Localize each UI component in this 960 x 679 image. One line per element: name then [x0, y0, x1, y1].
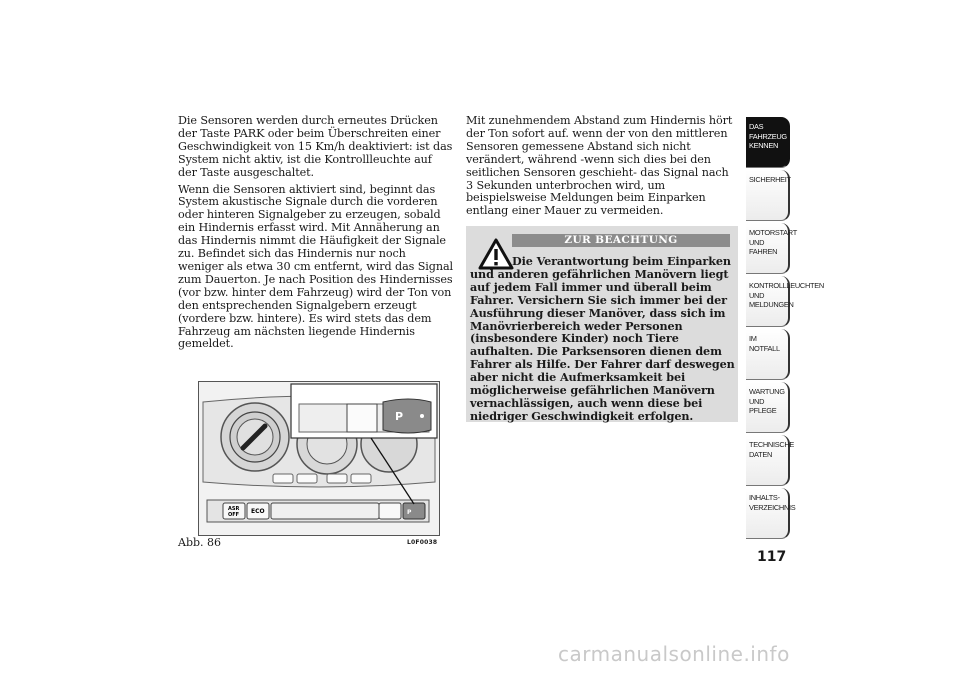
paragraph: Mit zunehmendem Abstand zum Hindernis hört der Ton sofort auf. wenn der von den mittleren Sensoren gemessene Abstand sich nicht verändert, während -wenn sich dies bei den seitlichen Sensoren geschieht- das Signal nach 3 Sekunden unterbrochen wird, um beispielsweise Meldungen beim Einparken entlang einer Mauer zu vermeiden. [466, 114, 733, 218]
right-text-column [466, 115, 738, 222]
tab-wartung-und-pflege[interactable]: WARTUNG UND PFLEGE [746, 382, 790, 433]
page-number: 117 [757, 549, 787, 565]
tab-sicherheit[interactable]: SICHERHEIT [746, 170, 790, 221]
warning-text: Die Verantwortung beim Einparken und anderen gefährlichen Manövern liegt auf jedem Fall immer und überall beim Fahrer. Versichern Sie sich immer bei der Ausführung dieser Manöver, dass sich im Manövrierbereich weder Personen (insbesondere Kinder) noch Tiere aufhalten. Die Parksensoren dienen dem Fahrer als Hilfe. Der Fahrer darf deswegen aber nicht die Aufmerksamkeit bei möglicherweise gefährlichen Manövern vernachlässigen, auch wenn diese bei niedriger Geschwindigkeit erfolgen. [470, 254, 735, 423]
tab-motorstart-und-fahren[interactable]: MOTORSTART UND FAHREN [746, 223, 790, 274]
park-label: P [395, 410, 404, 423]
watermark: carmanualsonline.info [558, 642, 790, 666]
tab-inhaltsverzeichnis[interactable]: INHALTS-VERZEICHNIS [746, 488, 790, 539]
left-text-column [178, 115, 453, 355]
tab-kontrollleuchten[interactable]: KONTROLLLEUCHTEN UND MELDUNGEN [746, 276, 790, 327]
tab-das-fahrzeug-kennen[interactable]: DAS FAHRZEUG KENNEN [746, 117, 790, 168]
warning-box [466, 226, 738, 422]
figure-caption: Abb. 86 [178, 536, 222, 549]
chapter-tabs [746, 117, 824, 541]
tab-im-notfall[interactable]: IM NOTFALL [746, 329, 790, 380]
off-label: OFF [228, 512, 240, 518]
dashboard-drawing [199, 382, 439, 535]
figure-code: L0F0038 [407, 539, 438, 546]
asr-label: ASR [228, 506, 240, 512]
dashboard-illustration [198, 381, 440, 536]
eco-label: ECO [251, 508, 265, 515]
paragraph: Wenn die Sensoren aktiviert sind, beginnt das System akustische Signale durch die vorderen oder hinteren Signalgeber zu erzeugen, sobald ein Hindernis erfasst wird. Mit Annäherung an das Hindernis nimmt die Häufigkeit der Signale zu. Befindet sich das Hindernis nur noch weniger als etwa 30 cm entfernt, wird das Signal zum Dauerton. Je nach Position des Hindernisses (vor bzw. hinter dem Fahrzeug) wird der Ton von den entsprechenden Signalgebern erzeugt (vordere bzw. hintere). Es wird stets das dem Fahrzeug am nächsten liegende Hindernis gemeldet. [178, 182, 454, 351]
temperature-knob [221, 403, 289, 471]
paragraph: Die Sensoren werden durch erneutes Drücken der Taste PARK oder beim Überschreiten einer Geschwindigkeit von 15 Km/h deaktiviert: ist das System nicht aktiv, ist die Kontrollleuchte auf der Taste ausgeschaltet. [178, 114, 453, 179]
warning-title: ZUR BEACHTUNG [512, 234, 730, 247]
park-small-label: P [407, 509, 412, 516]
tab-technische-daten[interactable]: TECHNISCHE DATEN [746, 435, 790, 486]
